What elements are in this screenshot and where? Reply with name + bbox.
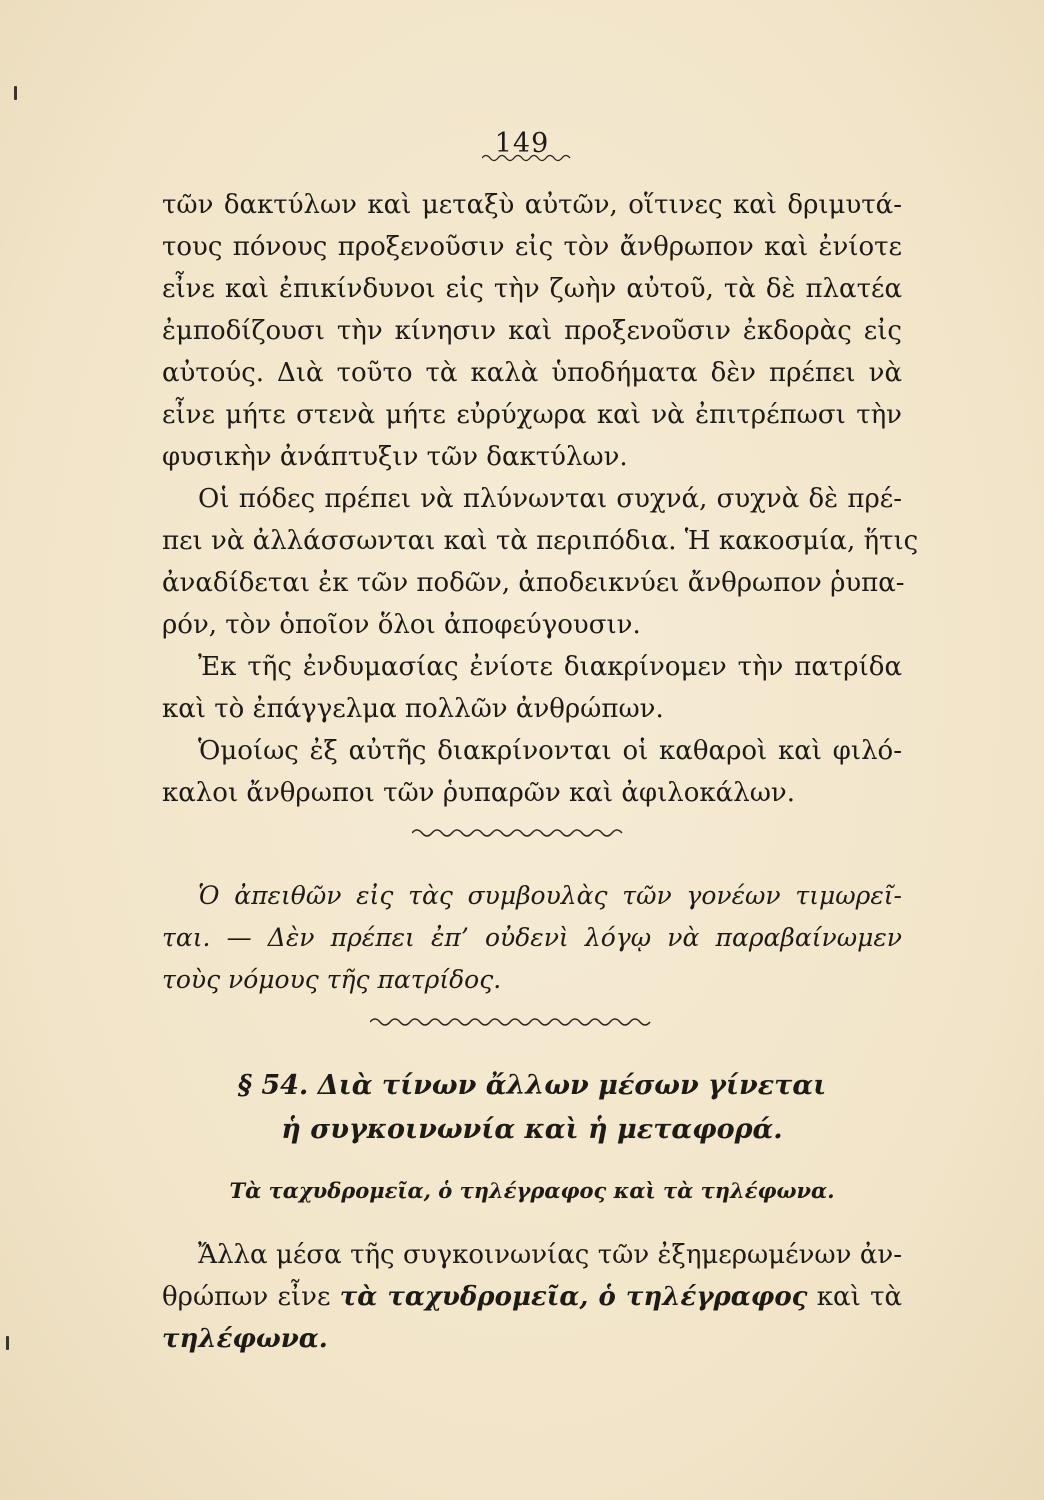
section-divider-ornament [370,1015,660,1027]
text-line: καὶ τὸ ἐπάγγελμα πολλῶν ἀνθρώπων. [162,694,664,724]
page-number: 149 [494,128,550,159]
text-run: θρώπων εἶνε [162,1282,340,1312]
text-line: καλοι ἄνθρωποι τῶν ῥυπαρῶν καὶ ἀφιλοκάλων. [162,778,795,808]
subheading: Τὰ ταχυδρομεῖα, ὁ τηλέγραφος καὶ τὰ τηλέφωνα. [229,1178,835,1203]
text-line: εἶνε καὶ ἐπικίνδυνοι εἰς τὴν ζωὴν αὐτοῦ, τὰ δὲ πλατέα [162,274,902,304]
text-line: Ἄλλα μέσα τῆς συγκοινωνίας τῶν ἐξημερωμένων ἀν- [198,1240,902,1270]
text-line: Ὁμοίως ἐξ αὐτῆς διακρίνονται οἱ καθαροὶ καὶ φιλό- [198,736,902,766]
text-line: ἐμποδίζουσι τὴν κίνησιν καὶ προξενοῦσιν ἐκδορὰς εἰς [162,316,902,346]
section-heading: § 54. Διὰ τίνων ἄλλων μέσων γίνεται [237,1070,827,1101]
moral-line: Ὁ ἀπειθῶν εἰς τὰς συμβουλὰς τῶν γονέων τιμωρεῖ- [198,881,902,910]
text-line: ρόν, τὸν ὁποῖον ὅλοι ἀποφεύγουσιν. [162,610,641,640]
scan-mark [6,1336,9,1350]
moral-line: τοὺς νόμους τῆς πατρίδος. [162,965,502,994]
text-line: Ἐκ τῆς ἐνδυμασίας ἐνίοτε διακρίνομεν τὴν πατρίδα [198,652,902,682]
section-divider-ornament [412,826,626,838]
emphasized-text: τὰ ταχυδρομεῖα, ὁ τηλέγραφος [339,1282,808,1312]
emphasized-text: τηλέφωνα. [162,1324,328,1354]
text-line: τῶν δακτύλων καὶ μεταξὺ αὐτῶν, οἵτινες καὶ δριμυτά- [162,190,902,220]
text-line: αὐτούς. Διὰ τοῦτο τὰ καλὰ ὑποδήματα δὲν πρέπει νὰ [162,358,902,388]
text-line: φυσικὴν ἀνάπτυξιν τῶν δακτύλων. [162,442,628,472]
text-line: ἀναδίδεται ἐκ τῶν ποδῶν, ἀποδεικνύει ἄνθρωπον ῥυπα- [162,568,905,598]
scan-mark [14,86,17,100]
section-heading: ἡ συγκοινωνία καὶ ἡ μεταφορά. [281,1114,783,1145]
text-line: πει νὰ ἀλλάσσωνται καὶ τὰ περιπόδια. Ἡ κακοσμία, ἥτις [162,526,919,556]
text-line: τους πόνους προξενοῦσιν εἰς τὸν ἄνθρωπον καὶ ἐνίοτε [162,232,902,262]
moral-line: ται. — Δὲν πρέπει ἐπ’ οὐδενὶ λόγῳ νὰ παραβαίνωμεν [162,923,902,952]
text-run: καὶ τὰ [807,1282,903,1312]
text-line: Οἱ πόδες πρέπει νὰ πλύνωνται συχνά, συχνὰ δὲ πρέ- [198,484,902,514]
text-line [162,1279,902,1315]
text-line: εἶνε μήτε στενὰ μήτε εὐρύχωρα καὶ νὰ ἐπιτρέπωσι τὴν [162,400,902,430]
page-number-ornament [482,152,572,162]
